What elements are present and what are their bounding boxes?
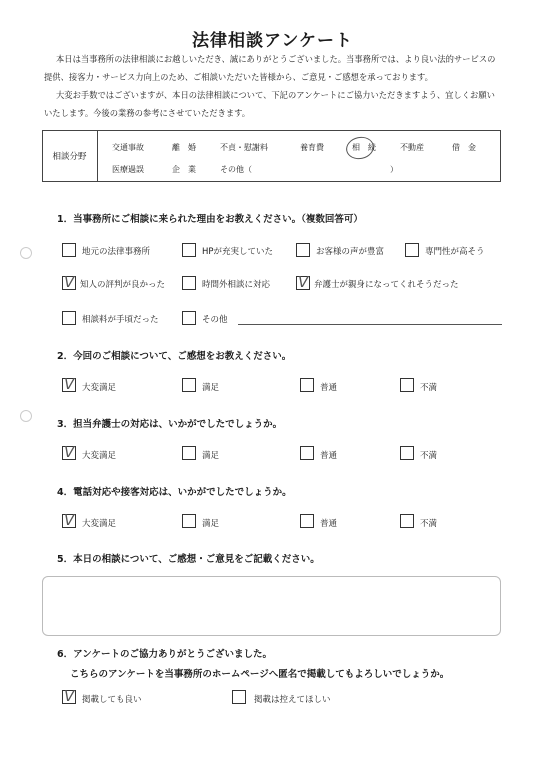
q1-checkbox-local-office[interactable]	[62, 243, 76, 257]
q1-label-after-hours: 時間外相談に対応	[202, 280, 271, 290]
binder-hole	[20, 247, 32, 259]
field-inheritance[interactable]: 相 続	[352, 143, 376, 152]
q2-label-average: 普通	[320, 383, 338, 393]
q1-label-hp: HPが充実していた	[202, 247, 274, 257]
question-6-subtitle: こちらのアンケートを当事務所のホームページへ匿名で掲載してもよろしいでしょうか。	[70, 669, 450, 680]
q1-label-caring-lawyer: 弁護士が親身になってくれそうだった	[314, 280, 459, 290]
field-real-estate[interactable]: 不動産	[400, 143, 424, 152]
page-title: 法律相談アンケート	[192, 31, 353, 51]
q1-label-referral: 知人の評判が良かった	[80, 280, 166, 290]
q1-checkbox-expertise[interactable]	[405, 243, 419, 257]
q3-radio-average[interactable]	[300, 446, 314, 460]
q4-radio-unsatisfied[interactable]	[400, 514, 414, 528]
q1-checkbox-reviews[interactable]	[296, 243, 310, 257]
q1-label-affordable: 相談料が手頃だった	[82, 315, 159, 325]
field-other-open[interactable]: その他（	[220, 165, 252, 174]
field-divorce[interactable]: 離 婚	[172, 143, 196, 152]
q4-label-average: 普通	[320, 519, 338, 529]
q6-label-publish-no: 掲載は控えてほしい	[254, 695, 331, 705]
q6-label-publish-ok: 掲載しても良い	[82, 695, 142, 705]
intro-line-3: 大変お手数ではございますが、本日の法律相談について、下記のアンケートにご協力いただきますよう、宜しくお願い	[56, 90, 495, 100]
check-mark-icon: V	[64, 687, 75, 705]
field-traffic-accident[interactable]: 交通事故	[112, 143, 144, 152]
intro-line-2: 提供、接客力・サービス力向上のため、ご相談いただいた皆様から、ご意見・ご感想を承っております。	[44, 72, 433, 82]
q4-label-satisfied: 満足	[202, 519, 220, 529]
q2-label-satisfied: 満足	[202, 383, 220, 393]
q1-checkbox-affordable[interactable]	[62, 311, 76, 325]
q2-radio-unsatisfied[interactable]	[400, 378, 414, 392]
q3-label-unsatisfied: 不満	[420, 451, 438, 461]
check-mark-icon: V	[64, 273, 75, 291]
q4-label-very-satisfied: 大変満足	[82, 519, 117, 529]
question-3-title: 3．担当弁護士の対応は、いかがでしたでしょうか。	[57, 419, 283, 430]
question-5-title: 5．本日の相談について、ご感想・ご意見をご記載ください。	[57, 554, 320, 565]
q4-radio-average[interactable]	[300, 514, 314, 528]
question-1-title: 1．当事務所にご相談に来られた理由をお教えください。（複数回答可）	[57, 214, 363, 225]
consultation-field-box	[42, 130, 501, 182]
field-medical-malpractice[interactable]: 医療過誤	[112, 165, 144, 174]
field-other-close: ）	[390, 165, 398, 174]
q3-label-satisfied: 満足	[202, 451, 220, 461]
q2-radio-satisfied[interactable]	[182, 378, 196, 392]
q1-checkbox-after-hours[interactable]	[182, 276, 196, 290]
q6-radio-publish-no[interactable]	[232, 690, 246, 704]
q2-label-unsatisfied: 不満	[420, 383, 438, 393]
question-2-title: 2．今回のご相談について、ご感想をお教えください。	[57, 351, 292, 362]
question-6-title: 6．アンケートのご協力ありがとうございました。	[57, 649, 273, 660]
field-corporate[interactable]: 企 業	[172, 165, 196, 174]
check-mark-icon: V	[64, 443, 75, 461]
field-child-support[interactable]: 養育費	[300, 143, 324, 152]
comment-textarea[interactable]	[42, 576, 501, 636]
binder-hole	[20, 410, 32, 422]
q1-other-input-line[interactable]	[238, 324, 502, 325]
q1-label-other: その他	[202, 315, 228, 325]
field-infidelity[interactable]: 不貞・慰謝料	[220, 143, 268, 152]
field-debt[interactable]: 借 金	[452, 143, 476, 152]
q1-label-expertise: 専門性が高そう	[425, 247, 485, 257]
q2-label-very-satisfied: 大変満足	[82, 383, 117, 393]
consultation-field-label: 相談分野	[42, 130, 98, 182]
check-mark-icon: V	[64, 375, 75, 393]
q1-checkbox-hp[interactable]	[182, 243, 196, 257]
q3-label-very-satisfied: 大変満足	[82, 451, 117, 461]
q2-radio-average[interactable]	[300, 378, 314, 392]
intro-line-4: いたします。今後の業務の参考にさせていただきます。	[44, 108, 251, 118]
q4-radio-satisfied[interactable]	[182, 514, 196, 528]
question-4-title: 4．電話対応や接客対応は、いかがでしたでしょうか。	[57, 487, 292, 498]
q3-label-average: 普通	[320, 451, 338, 461]
intro-line-1: 本日は当事務所の法律相談にお越しいただき、誠にありがとうございました。当事務所では、より良い法的サービスの	[56, 54, 496, 64]
q1-label-local-office: 地元の法律事務所	[82, 247, 151, 257]
q4-label-unsatisfied: 不満	[420, 519, 438, 529]
q3-radio-satisfied[interactable]	[182, 446, 196, 460]
check-mark-icon: V	[64, 511, 75, 529]
q1-checkbox-other[interactable]	[182, 311, 196, 325]
q1-label-reviews: お客様の声が豊富	[316, 247, 385, 257]
check-mark-icon: V	[298, 273, 309, 291]
q3-radio-unsatisfied[interactable]	[400, 446, 414, 460]
